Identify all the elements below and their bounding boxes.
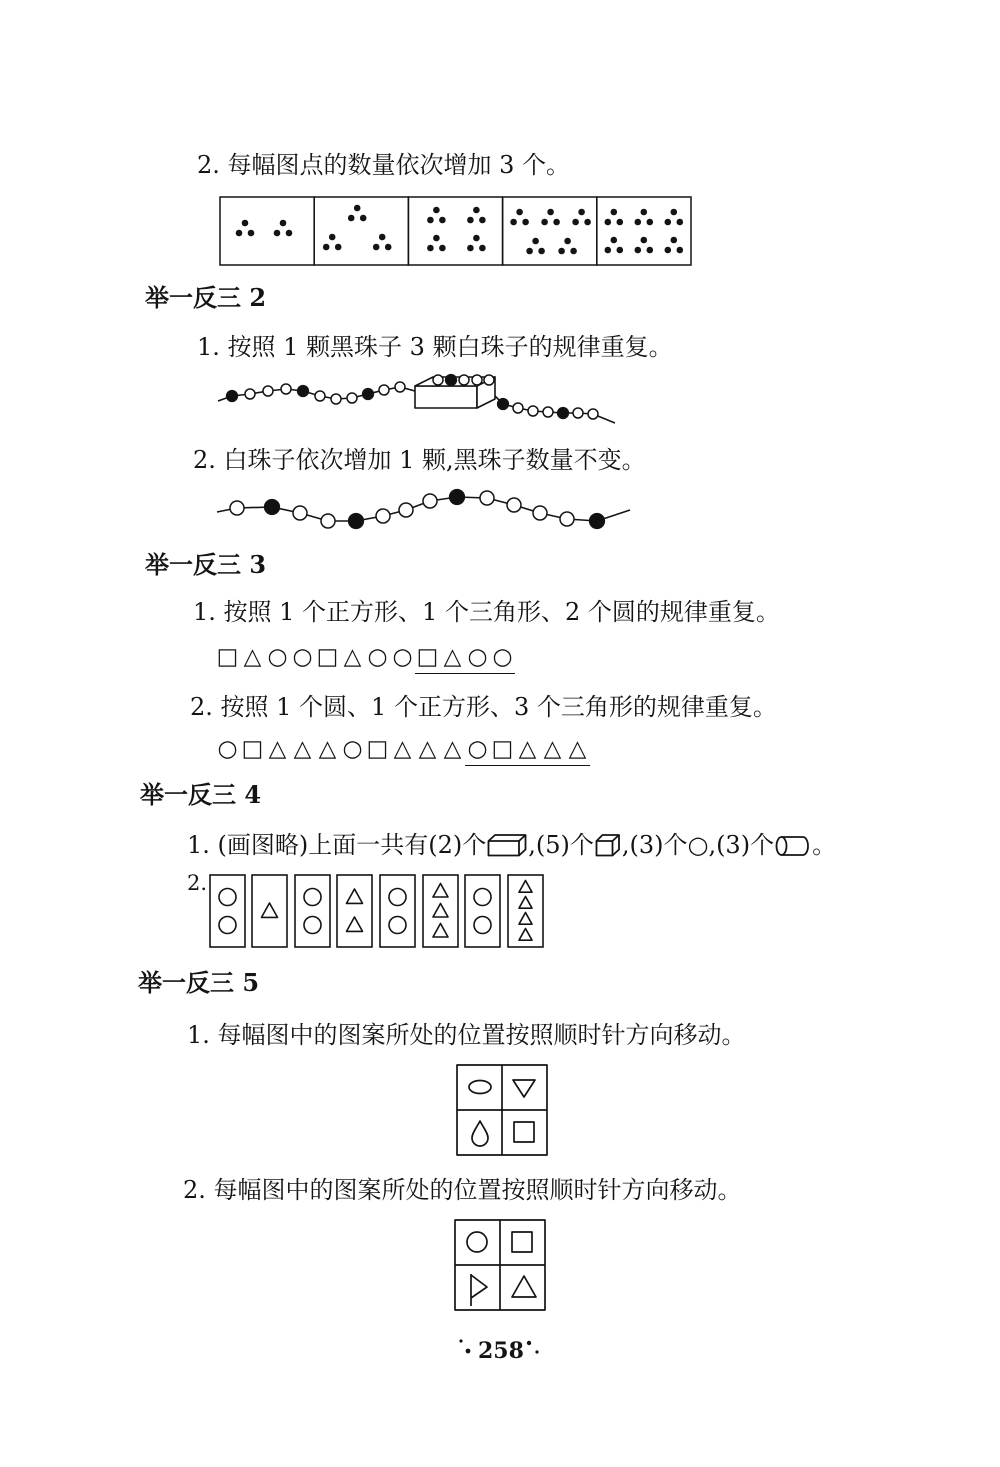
black-bead [363, 389, 374, 400]
dot [641, 209, 648, 216]
shape-symbol: △ [268, 736, 287, 762]
white-bead [560, 512, 574, 526]
dot-panel-cell [220, 197, 314, 265]
dot [665, 247, 672, 254]
dot-triangle-group [427, 235, 446, 252]
white-bead [399, 503, 413, 517]
black-bead [298, 386, 309, 397]
shape-card [423, 875, 458, 947]
dot [677, 219, 684, 226]
white-bead [315, 391, 325, 401]
circle-icon [219, 917, 236, 934]
white-bead [347, 393, 357, 403]
white-bead [513, 403, 523, 413]
dot-triangle-group [558, 238, 577, 255]
shape-symbol: ○ [467, 644, 488, 670]
teardrop-icon [472, 1121, 488, 1146]
dot-panel-frame [503, 197, 597, 265]
ellipse-icon [469, 1081, 491, 1094]
dot [510, 219, 517, 226]
shape-symbol: ○ [342, 736, 363, 762]
shape-symbol: △ [443, 736, 462, 762]
shape-symbol: △ [443, 644, 462, 670]
cuboid-icon [487, 833, 527, 857]
dot-triangle-group [635, 237, 654, 254]
shape-symbol: ○ [392, 644, 413, 670]
dot [427, 217, 434, 224]
white-bead [533, 506, 547, 520]
circle-icon [389, 917, 406, 934]
white-bead [480, 491, 494, 505]
dot [553, 219, 560, 226]
triangle-icon [519, 881, 532, 893]
shape-card [508, 875, 543, 947]
dot [479, 245, 486, 252]
shape-rule-answer-1: 1. 按照 1 个正方形、1 个三角形、2 个圆的规律重复。 [193, 598, 780, 626]
dot [538, 248, 545, 255]
dot [671, 209, 678, 216]
white-bead [484, 375, 494, 385]
shape-sequence-1-answer [415, 643, 515, 674]
dot [647, 247, 654, 254]
shape-card [295, 875, 330, 947]
black-bead [265, 500, 280, 515]
triangle-icon [347, 889, 363, 903]
shape-card-frame [465, 875, 500, 947]
dot [348, 215, 355, 222]
bead-rule-answer-2: 2. 白珠子依次增加 1 颗,黑珠子数量不变。 [193, 446, 646, 474]
bead-string-1 [210, 365, 625, 430]
shape-card-frame [295, 875, 330, 947]
dot-triangle-group [467, 207, 486, 224]
circle-icon [219, 889, 236, 906]
section-heading-4: 举一反三 4 [140, 780, 262, 809]
dot [335, 244, 342, 251]
shape-sequence-2 [215, 735, 590, 766]
dot [360, 215, 367, 222]
dot-panel-strip [218, 195, 693, 268]
circle-icon [474, 889, 491, 906]
dot [248, 230, 255, 237]
shape-cards-label: 2. [187, 871, 208, 895]
shape-sequence-1 [215, 643, 515, 674]
section-heading-2: 举一反三 2 [145, 283, 267, 312]
dot [570, 248, 577, 255]
black-bead [498, 399, 509, 410]
circle-icon [467, 1232, 487, 1252]
black-bead [450, 490, 465, 505]
shape-symbol: △ [393, 736, 412, 762]
solid-count-text-a: 1. (画图略)上面一共有(2)个 [187, 831, 487, 859]
dot [473, 207, 480, 214]
dot-panel-frame [597, 197, 691, 265]
shape-card-frame [337, 875, 372, 947]
black-bead [590, 514, 605, 529]
cylinder-icon [775, 835, 811, 857]
shape-card-frame [252, 875, 287, 947]
shape-card-frame [508, 875, 543, 947]
dot [433, 235, 440, 242]
dot [665, 219, 672, 226]
dot [635, 219, 642, 226]
rotation-grid-2 [453, 1218, 547, 1312]
dot [467, 217, 474, 224]
shape-symbol: □ [316, 644, 339, 670]
shape-card [252, 875, 287, 947]
white-bead [321, 514, 335, 528]
dot-triangle-group [236, 220, 255, 237]
white-bead [379, 385, 389, 395]
dot-triangle-group [427, 207, 446, 224]
dot [522, 219, 529, 226]
dot [671, 237, 678, 244]
shape-cards [205, 870, 550, 952]
shape-symbol: □ [491, 736, 514, 762]
dot-panel-cell [314, 197, 408, 265]
dot-triangle-group [526, 238, 545, 255]
triangle-icon [519, 913, 532, 925]
shape-symbol: ○ [367, 644, 388, 670]
dot [242, 220, 249, 227]
page-number-ornament-left [455, 1336, 475, 1358]
page-number: 258 [478, 1338, 524, 1364]
cube-icon [595, 833, 621, 857]
dot-triangle-group [348, 205, 367, 222]
dot-triangle-group [467, 235, 486, 252]
section-heading-5: 举一反三 5 [138, 968, 260, 997]
dot [617, 247, 624, 254]
shape-symbol: □ [416, 644, 439, 670]
dot [641, 237, 648, 244]
dot [439, 217, 446, 224]
shape-symbol: ○ [467, 736, 488, 762]
dot [433, 207, 440, 214]
dot-triangle-group [541, 209, 560, 226]
dot-triangle-group [373, 234, 392, 251]
shape-card [337, 875, 372, 947]
white-bead [376, 509, 390, 523]
down-triangle-icon [513, 1080, 535, 1097]
dot [635, 247, 642, 254]
dot [286, 230, 293, 237]
shape-symbol: ○ [217, 736, 238, 762]
dot-count-answer: 2. 每幅图点的数量依次增加 3 个。 [197, 151, 571, 179]
dot [354, 205, 361, 212]
dot [584, 219, 591, 226]
page-number-ornament-right [522, 1336, 544, 1358]
dot [280, 220, 287, 227]
white-bead [528, 406, 538, 416]
square-icon [512, 1232, 532, 1252]
triangle-icon [519, 929, 532, 941]
dot [605, 247, 612, 254]
white-bead [459, 375, 469, 385]
dot [473, 235, 480, 242]
shape-card [210, 875, 245, 947]
shape-symbol: △ [568, 736, 587, 762]
shape-rule-answer-2: 2. 按照 1 个圆、1 个正方形、3 个三角形的规律重复。 [190, 693, 777, 721]
shape-symbol: △ [518, 736, 537, 762]
circle-icon [304, 917, 321, 934]
shape-symbol: ○ [292, 644, 313, 670]
triangle-icon [433, 904, 448, 918]
dot [572, 219, 579, 226]
dot-panel-cell [597, 197, 691, 265]
triangle-icon [433, 924, 448, 938]
solid-count-answer [187, 830, 836, 860]
dot-triangle-group [605, 237, 624, 254]
shape-symbol: △ [293, 736, 312, 762]
rotation-answer-2: 2. 每幅图中的图案所处的位置按照顺时针方向移动。 [183, 1176, 742, 1204]
white-bead [543, 407, 553, 417]
white-bead [293, 506, 307, 520]
dot [578, 209, 585, 216]
white-bead [423, 494, 437, 508]
bead-string-2 [210, 484, 635, 532]
dot [611, 237, 618, 244]
shape-sequence-2-answer [465, 735, 590, 766]
dot [526, 248, 533, 255]
white-bead [395, 382, 405, 392]
flag-icon [471, 1274, 487, 1306]
shape-symbol: △ [243, 644, 262, 670]
shape-symbol: △ [543, 736, 562, 762]
shape-card-frame [380, 875, 415, 947]
dot [373, 244, 380, 251]
dot-panel-frame [220, 197, 314, 265]
dot [547, 209, 554, 216]
white-bead [472, 375, 482, 385]
dot [541, 219, 548, 226]
dot-triangle-group [605, 209, 624, 226]
triangle-icon [512, 1276, 536, 1297]
dot [611, 209, 618, 216]
dot [647, 219, 654, 226]
shape-symbol: □ [366, 736, 389, 762]
shape-symbol: △ [318, 736, 337, 762]
shape-symbol: □ [216, 644, 239, 670]
shape-symbol: ○ [267, 644, 288, 670]
dot [677, 247, 684, 254]
square-icon [514, 1122, 534, 1142]
triangle-icon [519, 897, 532, 909]
dot [385, 244, 392, 251]
solid-count-text-d: 。 [812, 831, 837, 859]
rotation-answer-1: 1. 每幅图中的图案所处的位置按照顺时针方向移动。 [187, 1021, 746, 1049]
dot [564, 238, 571, 245]
shape-sequence-2-given [215, 735, 465, 765]
shape-symbol: △ [343, 644, 362, 670]
dot [439, 245, 446, 252]
box-front [415, 386, 477, 408]
dot [532, 238, 539, 245]
dot [605, 219, 612, 226]
dot [274, 230, 281, 237]
dot [479, 217, 486, 224]
dot-triangle-group [510, 209, 529, 226]
triangle-icon [262, 903, 278, 917]
white-bead [588, 409, 598, 419]
dot-triangle-group [572, 209, 591, 226]
shape-card-frame [210, 875, 245, 947]
dot-triangle-group [323, 234, 342, 251]
bead-rule-answer-1: 1. 按照 1 颗黑珠子 3 颗白珠子的规律重复。 [197, 333, 673, 361]
white-bead [331, 394, 341, 404]
section-heading-3: 举一反三 3 [145, 550, 267, 579]
dot [379, 234, 386, 241]
shape-card [465, 875, 500, 947]
black-bead [558, 408, 569, 419]
dot [558, 248, 565, 255]
dot [467, 245, 474, 252]
dot-triangle-group [665, 237, 684, 254]
circle-icon [474, 917, 491, 934]
shape-symbol: ○ [492, 644, 513, 670]
shape-card [380, 875, 415, 947]
white-bead [433, 375, 443, 385]
circle-icon [389, 889, 406, 906]
shape-symbol: □ [241, 736, 264, 762]
white-bead [281, 384, 291, 394]
black-bead [349, 514, 364, 529]
dot-panel-cell [503, 197, 597, 265]
dot [329, 234, 336, 241]
white-bead [507, 498, 521, 512]
dot-triangle-group [274, 220, 293, 237]
triangle-icon [433, 884, 448, 898]
shape-symbol: △ [418, 736, 437, 762]
black-bead [227, 391, 238, 402]
dot-panel-cell [408, 197, 502, 265]
dot [427, 245, 434, 252]
white-bead [230, 501, 244, 515]
dot-panel-frame [408, 197, 502, 265]
dot [617, 219, 624, 226]
white-bead [573, 408, 583, 418]
black-bead [446, 375, 457, 386]
white-bead [245, 389, 255, 399]
white-bead [263, 386, 273, 396]
dot-triangle-group [635, 209, 654, 226]
dot [323, 244, 330, 251]
circle-icon [304, 889, 321, 906]
solid-count-text-c: ,(3)个○,(3)个 [621, 831, 775, 859]
rotation-grid-1 [455, 1063, 549, 1157]
solid-count-text-b: ,(5)个 [528, 831, 594, 859]
triangle-icon [347, 917, 363, 931]
shape-sequence-1-given [215, 643, 415, 673]
dot-triangle-group [665, 209, 684, 226]
dot-panel-frame [314, 197, 408, 265]
dot [516, 209, 523, 216]
dot [236, 230, 243, 237]
